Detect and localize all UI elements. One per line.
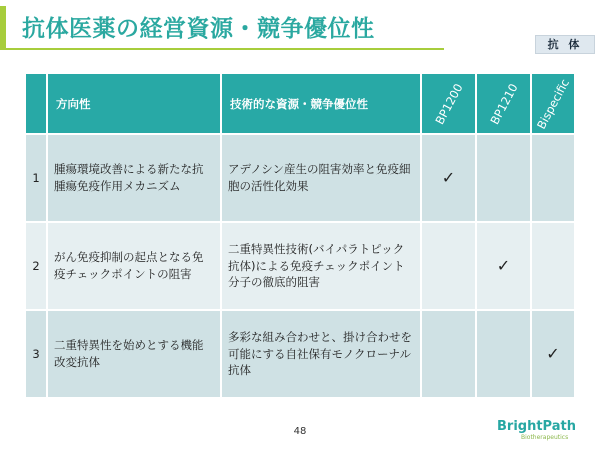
header-bp1200 [421,73,476,134]
title-accent-bar [0,6,6,48]
row-number: 3 [25,310,47,398]
header-bispecific [531,73,575,134]
check-bp1200 [421,222,476,310]
category-tag: 抗 体 [535,35,595,54]
direction-cell: 腫瘍環境改善による新たな抗腫瘍免疫作用メカニズム [47,134,221,222]
check-bispecific [531,134,575,222]
check-bispecific [531,222,575,310]
check-bp1210 [476,310,531,398]
table-row [25,222,575,310]
check-bp1200 [421,310,476,398]
logo-wordmark: BrightPath [497,419,576,434]
table-row [25,310,575,398]
table-header-row [25,73,575,134]
header-bp1200-label: BP1200 [431,80,466,127]
title-underline [0,48,444,50]
table-row [25,134,575,222]
resources-cell: アデノシン産生の阻害効率と免疫細胞の活性化効果 [221,134,421,222]
resources-cell: 二重特異性技術(バイパラトピック抗体)による免疫チェックポイント分子の徹底的阻害 [221,222,421,310]
header-num [25,73,47,134]
direction-cell: 二重特異性を始めとする機能改変抗体 [47,310,221,398]
strategy-table [24,72,576,399]
row-number: 1 [25,134,47,222]
header-direction: 方向性 [47,73,221,134]
page-number: 48 [293,426,307,437]
row-number: 2 [25,222,47,310]
check-bispecific: ✓ [531,310,575,398]
resources-cell: 多彩な組み合わせと、掛け合わせを可能にする自社保有モノクローナル抗体 [221,310,421,398]
header-resources: 技術的な資源・競争優位性 [221,73,421,134]
check-bp1210 [476,134,531,222]
header-bp1210-label: BP1210 [486,80,521,127]
check-bp1210: ✓ [476,222,531,310]
company-logo [497,420,576,442]
direction-cell: がん免疫抑制の起点となる免疫チェックポイントの阻害 [47,222,221,310]
page-title: 抗体医薬の経営資源・競争優位性 [22,16,375,42]
header-bispecific-label: Bispecific [534,76,572,131]
header-bp1210 [476,73,531,134]
logo-tagline: Biotherapeutics [521,434,569,441]
check-bp1200: ✓ [421,134,476,222]
